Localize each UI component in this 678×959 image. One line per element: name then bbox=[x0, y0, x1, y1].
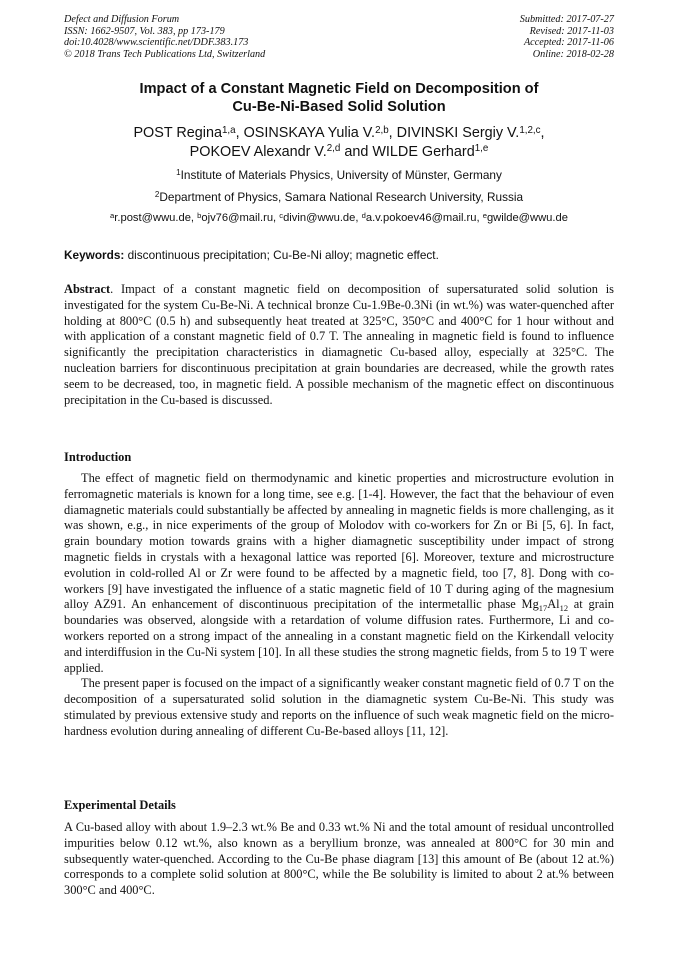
author-affiliation-marker: 2,b bbox=[375, 124, 389, 136]
introduction-paragraph-1 bbox=[64, 471, 614, 676]
paragraph-text: The effect of magnetic field on thermodynamic and kinetic properties and microstructure evolution in ferromagnetic materials is known for a long time, see e.g. [1-4]. However, the fact that the behaviour of even diamagnetic materials could substantially be affected by annealing in magnetic fields is more challenging, as it was shown, e.g., in nice experiments of the group of Molodov with co-workers for Zn or Bi [5, 6]. In fact, grain boundary motion towards grains with a higher diamagnetic susceptibility under impact of strong magnetic fields in crystals with a hexagonal lattice was reported [6]. Moreover, texture and microstructure evolution in cold-rolled Al or Zr were found to be affected by a magnetic field, too [7, 8]. Dong with co-workers [9] have investigated the influence of a static magnetic field of 10 T during aging of the magnesium alloy AZ91. An enhancement of discontinuous precipitation of the intermetallic phase Mg bbox=[64, 471, 614, 612]
affiliation-text: Institute of Materials Physics, University of Münster, Germany bbox=[180, 168, 502, 182]
email-key: c bbox=[279, 210, 284, 220]
experimental-body bbox=[64, 820, 614, 899]
paragraph-text: at grain boundaries was observed, alongside with a retardation of volume diffusion rates. Furthermore, Li and co-workers reported on a strong impact of the annealing in a constant magnetic field on the Kirkendall velocity and interdiffusion in the Cu-Ni system [10]. In all these studies the strong magnetic fields, from 5 to 19 T were applied. bbox=[64, 597, 614, 675]
email-key: d bbox=[361, 210, 366, 220]
email-separator: , bbox=[355, 212, 362, 224]
abstract-label: Abstract bbox=[64, 282, 111, 296]
author-name: WILDE Gerhard bbox=[372, 143, 475, 160]
experimental-paragraph-1: A Cu-based alloy with about 1.9–2.3 wt.% Be and 0.33 wt.% Ni and the total amount of residual uncontrolled impurities below 0.12 wt.%, also known as a beryllium bronze, was annealed at 800°C for 30 min and subsequently water-quenched. According to the Cu-Be phase diagram [13] this amount of Be (about 12 at.%) corresponds to a complete solid solution at 800°C, while the Be solubility is limited to about 2 at.% between 300°C and 400°C. bbox=[64, 820, 614, 898]
date-online: Online: 2018-02-28 bbox=[532, 48, 614, 60]
author-affiliation-marker: 1,2,c bbox=[519, 124, 541, 136]
introduction-heading: Introduction bbox=[64, 450, 132, 464]
author-name: POST Regina bbox=[133, 125, 222, 141]
author-separator: and bbox=[340, 143, 373, 160]
subscript: 12 bbox=[559, 602, 569, 613]
introduction-paragraph-2: The present paper is focused on the impact of a significantly weaker constant magnetic field of 0.7 T on the decomposition of a supersaturated solid solution in the diamagnetic system Cu-Be-Ni. This study was stimulated by previous extensive study and reports on the influence of such weak magnetic field on the micro-hardness evolution during annealing of different Cu-Be-based alloys [11, 12]. bbox=[64, 676, 614, 738]
journal-issn: ISSN: 1662-9507, Vol. 383, pp 173-179 bbox=[64, 25, 225, 37]
email-key: b bbox=[197, 210, 202, 220]
author-name: POKOEV Alexandr V. bbox=[189, 143, 327, 160]
email-address: r.post@wwu.de bbox=[114, 212, 191, 224]
paragraph-text: Al bbox=[547, 597, 560, 612]
date-accepted: Accepted: 2017-11-06 bbox=[523, 37, 614, 49]
author-affiliation-marker: 2,d bbox=[326, 143, 341, 155]
date-revised: Revised: 2017-11-03 bbox=[529, 25, 614, 37]
paper-title bbox=[64, 80, 614, 116]
author-separator: , bbox=[540, 125, 545, 141]
author-list bbox=[64, 124, 614, 161]
journal-doi: doi:10.4028/www.scientific.net/DDF.383.173 bbox=[64, 37, 249, 49]
email-address: gwilde@wwu.de bbox=[486, 212, 568, 224]
email-address: a.v.pokoev46@mail.ru bbox=[365, 212, 477, 224]
affiliation-number: 2 bbox=[154, 190, 160, 200]
affiliation-2 bbox=[64, 190, 614, 204]
email-separator: , bbox=[273, 212, 280, 224]
keywords-text: discontinuous precipitation; Cu-Be-Ni alloy; magnetic effect. bbox=[127, 248, 439, 262]
email-separator: , bbox=[476, 212, 483, 224]
experimental-heading: Experimental Details bbox=[64, 798, 176, 812]
journal-copyright: © 2018 Trans Tech Publications Ltd, Switzerland bbox=[64, 48, 266, 60]
author-affiliation-marker: 1,e bbox=[474, 143, 489, 155]
author-emails bbox=[64, 211, 614, 225]
affiliation-number: 1 bbox=[176, 168, 181, 178]
publication-dates bbox=[520, 14, 614, 60]
author-separator: , bbox=[235, 125, 244, 141]
author-line-1 bbox=[64, 124, 614, 143]
title-line-1: Impact of a Constant Magnetic Field on Decomposition of bbox=[139, 81, 539, 97]
email-address: ojv76@mail.ru bbox=[201, 212, 274, 224]
introduction-body bbox=[64, 471, 614, 740]
author-line-2 bbox=[64, 143, 614, 162]
email-key: a bbox=[110, 210, 115, 220]
affiliation-1 bbox=[64, 168, 614, 182]
author-affiliation-marker: 1,a bbox=[221, 124, 236, 136]
author-name: OSINSKAYA Yulia V. bbox=[243, 125, 376, 141]
subscript: 17 bbox=[538, 602, 548, 613]
email-address: divin@wwu.de bbox=[283, 212, 356, 224]
email-separator: , bbox=[190, 212, 198, 224]
abstract bbox=[64, 282, 614, 408]
author-separator: , bbox=[388, 125, 397, 141]
date-submitted: Submitted: 2017-07-27 bbox=[519, 14, 614, 25]
author-name: DIVINSKI Sergiy V. bbox=[396, 125, 520, 141]
abstract-text: . Impact of a constant magnetic field on decomposition of supersaturated solid solution is investigated for the system Cu-Be-Ni. A technical bronze Cu-1.9Be-0.3Ni (in wt.%) was water-quenched after holding at 800°C (0.5 h) and subsequently heat treated at 325°C, 350°C and 400°C for 1 hour without and with application of a constant magnetic field of 0.7 T. The annealing in magnetic field is found to influence significantly the precipitation characteristics in diamagnetic Cu-based alloy, especially at 325°C. The nucleation barriers for discontinuous precipitation at grain boundaries are decreased, while the growth rates seem to be decreased, too, in magnetic field. A possible mechanism of the magnetic effect on discontinuous precipitation in the Cu-based is discussed. bbox=[64, 282, 614, 407]
keywords-label: Keywords: bbox=[64, 248, 125, 262]
title-line-2: Cu-Be-Ni-Based Solid Solution bbox=[232, 99, 446, 115]
journal-name: Defect and Diffusion Forum bbox=[64, 14, 180, 25]
keywords bbox=[64, 248, 614, 262]
email-key: e bbox=[482, 210, 487, 220]
affiliation-text: Department of Physics, Samara National Research University, Russia bbox=[159, 190, 524, 204]
journal-info bbox=[64, 14, 265, 60]
